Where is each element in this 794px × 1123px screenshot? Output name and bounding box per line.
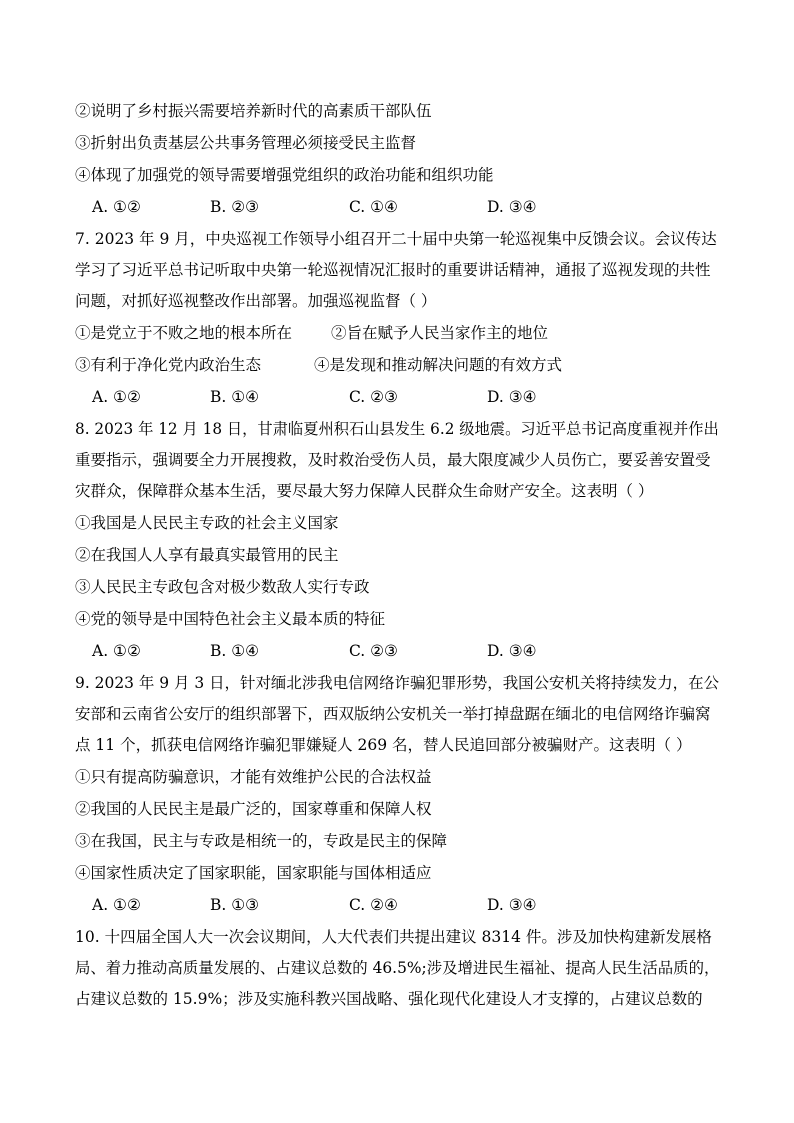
q7-option-d: D. ③④ — [487, 388, 537, 406]
q8-item-3: ③人民民主专政包含对极少数敌人实行专政 — [75, 578, 370, 596]
q8-option-a: A. ①② — [92, 642, 141, 660]
q9-option-a: A. ①② — [92, 896, 141, 914]
q7-option-c: C. ②③ — [349, 388, 398, 406]
q9-stem-line-1: 9. 2023 年 9 月 3 日，针对缅北涉我电信网络诈骗犯罪形势，我国公安机关将持续发力，在公 — [75, 674, 720, 692]
q9-stem-line-2: 安部和云南省公安厅的组织部署下，西双版纳公安机关一举打掉盘踞在缅北的电信网络诈骗窝 — [75, 705, 711, 723]
q7-option-a: A. ①② — [92, 388, 141, 406]
q8-option-b: B. ①④ — [210, 642, 260, 660]
q8-option-c: C. ②③ — [349, 642, 398, 660]
q9-item-1: ①只有提高防骗意识，才能有效维护公民的合法权益 — [75, 768, 432, 786]
q8-stem-line-3: 灾群众，保障群众基本生活，要尽最大努力保障人民群众生命财产安全。这表明（ ） — [75, 482, 654, 500]
q7-item-2: ②旨在赋予人民当家作主的地位 — [331, 324, 549, 342]
q9-item-4: ④国家性质决定了国家职能，国家职能与国体相适应 — [75, 864, 432, 882]
q8-item-2: ②在我国人人享有最真实最管用的民主 — [75, 546, 339, 564]
q7-stem-line-3: 问题，对抓好巡视整改作出部署。加强巡视监督（ ） — [75, 292, 437, 310]
q8-item-4: ④党的领导是中国特色社会主义最本质的特征 — [75, 610, 386, 628]
q9-option-d: D. ③④ — [487, 896, 537, 914]
q7-option-b: B. ①④ — [210, 388, 260, 406]
q7-item-4: ④是发现和推动解决问题的有效方式 — [314, 356, 563, 374]
q6-item-2: ②说明了乡村振兴需要培养新时代的高素质干部队伍 — [75, 102, 432, 120]
q7-stem-line-2: 学习了习近平总书记听取中央第一轮巡视情况汇报时的重要讲话精神，通报了巡视发现的共性 — [75, 261, 711, 279]
q7-stem-line-1: 7. 2023 年 9 月，中央巡视工作领导小组召开二十届中央第一轮巡视集中反馈会议。会议传达 — [75, 230, 717, 248]
q10-stem-line-1: 10. 十四届全国人大一次会议期间，人大代表们共提出建议 8314 件。涉及加快构建新发展格 — [75, 928, 712, 946]
q6-option-c: C. ①④ — [349, 198, 398, 216]
q6-option-b: B. ②③ — [210, 198, 260, 216]
q6-item-4: ④体现了加强党的领导需要增强党组织的政治功能和组织功能 — [75, 166, 494, 184]
q8-stem-line-1: 8. 2023 年 12 月 18 日，甘肃临夏州积石山县发生 6.2 级地震。习近平总书记高度重视并作出 — [75, 420, 719, 438]
q9-option-c: C. ②④ — [349, 896, 398, 914]
q10-stem-line-2: 局、着力推动高质量发展的、占建议总数的 46.5%;涉及增进民生福祉、提高人民生活品质的， — [75, 959, 720, 977]
q8-stem-line-2: 重要指示，强调要全力开展搜救，及时救治受伤人员，最大限度减少人员伤亡，要妥善安置受 — [75, 451, 711, 469]
q9-stem-line-3: 点 11 个，抓获电信网络诈骗犯罪嫌疑人 269 名，替人民追回部分被骗财产。这表明（ ） — [75, 736, 692, 754]
q7-item-3: ③有利于净化党内政治生态 — [75, 356, 262, 374]
q10-stem-line-3: 占建议总数的 15.9%；涉及实施科教兴国战略、强化现代化建设人才支撑的，占建议总数的 — [75, 990, 703, 1008]
q9-option-b: B. ①③ — [210, 896, 260, 914]
q6-item-3: ③折射出负责基层公共事务管理必须接受民主监督 — [75, 134, 417, 152]
q8-item-1: ①我国是人民民主专政的社会主义国家 — [75, 514, 339, 532]
q9-item-3: ③在我国，民主与专政是相统一的，专政是民主的保障 — [75, 832, 448, 850]
q8-option-d: D. ③④ — [487, 642, 537, 660]
q6-option-a: A. ①② — [92, 198, 141, 216]
q7-item-1: ①是党立于不败之地的根本所在 — [75, 324, 293, 342]
q6-option-d: D. ③④ — [487, 198, 537, 216]
q9-item-2: ②我国的人民民主是最广泛的，国家尊重和保障人权 — [75, 800, 432, 818]
